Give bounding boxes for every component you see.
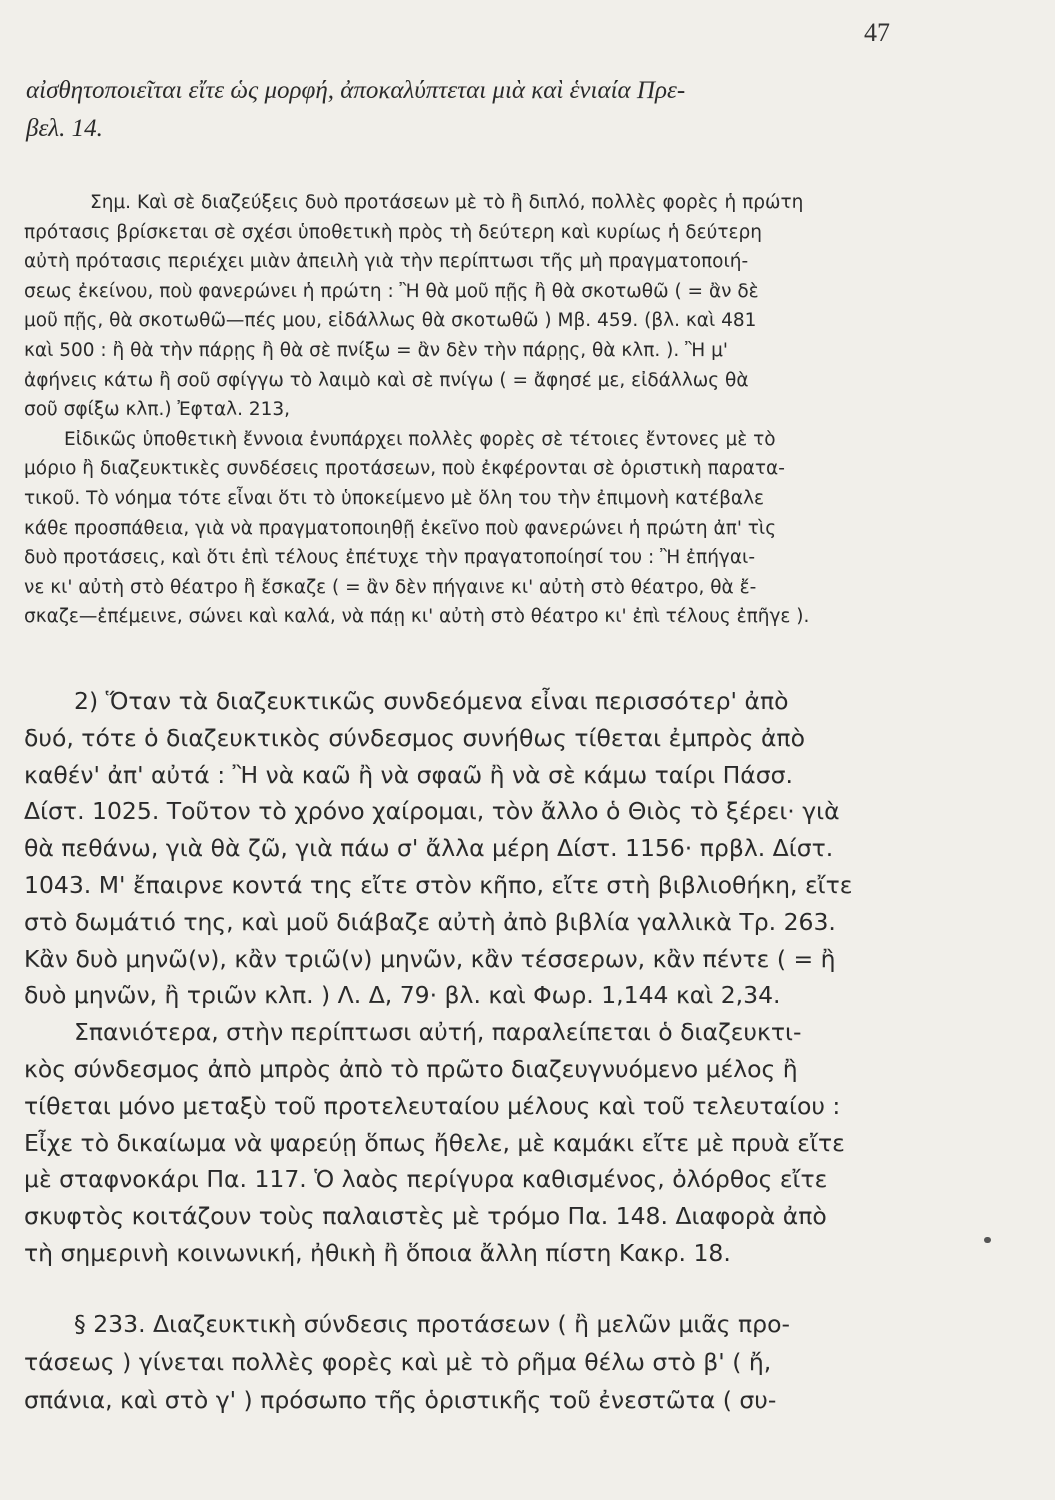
text-line: αἰσθητοποιεῖται εἴτε ὡς μορφή, ἀποκαλύπτεται μιὰ καὶ ἑνιαία Πρε-: [26, 77, 686, 104]
note-paragraph: [24, 188, 914, 632]
note-line: νε κι' αὐτὴ στὸ θέατρο ἢ ἔσκαζε ( = ἂν δὲν πήγαινε κι' αὐτὴ στὸ θέατρο, θὰ ἔ-: [24, 576, 757, 598]
note-line: πρότασις βρίσκεται σὲ σχέσι ὑποθετικὴ πρὸς τὴ δεύτερη καὶ κυρίως ἡ δεύτερη: [24, 221, 762, 243]
text-line: βελ. 14.: [26, 115, 103, 142]
text-line: στὸ δωμάτιό της, καὶ μοῦ διάβαζε αὐτὴ ἀπὸ βιβλία γαλλικὰ Τρ. 263.: [24, 907, 836, 936]
note-line: δυὸ προτάσεις, καὶ ὅτι ἐπὶ τέλους ἐπέτυχε τὴν πραγατοποίησί του : Ἢ ἐπήγαι-: [24, 547, 755, 569]
text-line: 2) Ὅταν τὰ διαζευκτικῶς συνδεόμενα εἶναι περισσότερ' ἀπὸ: [74, 687, 789, 715]
note-line: ἀφήνεις κάτω ἢ σοῦ σφίγγω τὸ λαιμὸ καὶ σὲ πνίγω ( = ἄφησέ με, εἰδάλλως θὰ: [24, 369, 749, 391]
text-line: 1043. Μ' ἔπαιρνε κοντά της εἴτε στὸν κῆπο, εἴτε στὴ βιβλιοθήκη, εἴτε: [24, 870, 853, 899]
ink-dot: [984, 1237, 991, 1243]
note-line: σεως ἐκείνου, ποὺ φανερώνει ἡ πρώτη : Ἢ θὰ μοῦ πῇς ἢ θὰ σκοτωθῶ ( = ἂν δὲ: [24, 280, 759, 302]
text-line: τάσεως ) γίνεται πολλὲς φορὲς καὶ μὲ τὸ ρῆμα θέλω στὸ β' ( ἤ,: [24, 1348, 772, 1376]
section-233: [24, 1305, 914, 1419]
text-line: τίθεται μόνο μεταξὺ τοῦ προτελευταίου μέλους καὶ τοῦ τελευταίου :: [24, 1091, 841, 1120]
text-line: θὰ πεθάνω, γιὰ θὰ ζῶ, γιὰ πάω σ' ἄλλα μέρη Δίστ. 1156· πρβλ. Δίστ.: [24, 834, 834, 863]
note-line: τικοῦ. Τὸ νόημα τότε εἶναι ὅτι τὸ ὑποκείμενο μὲ ὅλη του τὴν ἐπιμονὴ κατέβαλε: [24, 487, 765, 509]
note-line: καὶ 500 : ἢ θὰ τὴν πάρῃς ἢ θὰ σὲ πνίξω = ἂν δὲν τὴν πάρῃς, θὰ κλπ. ). Ἢ μ': [24, 339, 728, 361]
note-line: Εἰδικῶς ὑποθετικὴ ἔννοια ἐνυπάρχει πολλὲς φορὲς σὲ τέτοιες ἔντονες μὲ τὸ: [64, 428, 776, 450]
note-line: μόριο ἢ διαζευκτικὲς συνδέσεις προτάσεων, ποὺ ἐκφέρονται σὲ ὁριστικὴ παρατα-: [24, 458, 785, 480]
text-line: σπάνια, καὶ στὸ γ' ) πρόσωπο τῆς ὁριστικῆς τοῦ ἐνεστῶτα ( συ-: [24, 1386, 777, 1414]
text-line: σκυφτὸς κοιτάζουν τοὺς παλαιστὲς μὲ τρόμο Πα. 148. Διαφορὰ ἀπὸ: [24, 1202, 827, 1231]
page-number: 47: [864, 18, 890, 47]
note-line: σοῦ σφίξω κλπ.) Ἐφταλ. 213,: [24, 399, 291, 421]
note-line: κάθε προσπάθεια, γιὰ νὰ πραγματοποιηθῇ ἐκεῖνο ποὺ φανερώνει ἡ πρώτη ἀπ' τὶς: [24, 517, 777, 539]
text-line: κὸς σύνδεσμος ἀπὸ μπρὸς ἀπὸ τὸ πρῶτο διαζευγνυόμενο μέλος ἢ: [24, 1054, 798, 1083]
text-line: δυό, τότε ὁ διαζευκτικὸς σύνδεσμος συνήθως τίθεται ἐμπρὸς ἀπὸ: [24, 723, 805, 752]
note-line: μοῦ πῇς, θὰ σκοτωθῶ—πές μου, εἰδάλλως θὰ σκοτωθῶ ) Μβ. 459. (βλ. καὶ 481: [24, 310, 757, 332]
text-line: Δίστ. 1025. Τοῦτον τὸ χρόνο χαίρομαι, τὸν ἄλλο ὁ Θιὸς τὸ ξέρει· γιὰ: [24, 797, 840, 826]
note-line: Σημ. Καὶ σὲ διαζεύξεις δυὸ προτάσεων μὲ τὸ ἢ διπλό, πολλὲς φορὲς ἡ πρώτη: [90, 192, 804, 213]
note-line: σκαζε—ἐπέμεινε, σώνει καὶ καλά, νὰ πάῃ κι' αὐτὴ στὸ θέατρο κι' ἐπὶ τέλους ἐπῆγε ).: [24, 606, 810, 628]
note-line: αὐτὴ πρότασις περιέχει μιὰν ἀπειλὴ γιὰ τὴν περίπτωσι τῆς μὴ πραγματοποιή-: [24, 251, 749, 273]
text-line: Εἶχε τὸ δικαίωμα νὰ ψαρεύῃ ὅπως ἤθελε, μὲ καμάκι εἴτε μὲ πρυὰ εἴτε: [24, 1128, 845, 1157]
text-line: Κἂν δυὸ μηνῶ(ν), κἂν τριῶ(ν) μηνῶν, κἂν τέσσερων, κἂν πέντε ( = ἢ: [24, 944, 836, 973]
text-line: καθέν' ἀπ' αὐτά : Ἢ νὰ καῶ ἢ νὰ σφαῶ ἢ νὰ σὲ κάμω ταίρι Πάσσ.: [24, 760, 793, 789]
top-paragraph: [24, 72, 914, 148]
text-line: § 233. Διαζευκτικὴ σύνδεσις προτάσεων ( ἢ μελῶν μιᾶς προ-: [74, 1310, 790, 1338]
text-line: Σπανιότερα, στὴν περίπτωσι αὐτή, παραλείπεται ὁ διαζευκτι-: [74, 1018, 802, 1047]
text-line: τὴ σημερινὴ κοινωνική, ἠθικὴ ἢ ὅποια ἄλλη πίστη Κακρ. 18.: [24, 1238, 731, 1267]
paragraph-2: [24, 683, 914, 1272]
text-line: δυὸ μηνῶν, ἢ τριῶν κλπ. ) Λ. Δ, 79· βλ. καὶ Φωρ. 1,144 καὶ 2,34.: [24, 981, 781, 1010]
text-line: μὲ σταφνοκάρι Πα. 117. Ὁ λαὸς περίγυρα καθισμένος, ὀλόρθος εἴτε: [24, 1165, 828, 1194]
